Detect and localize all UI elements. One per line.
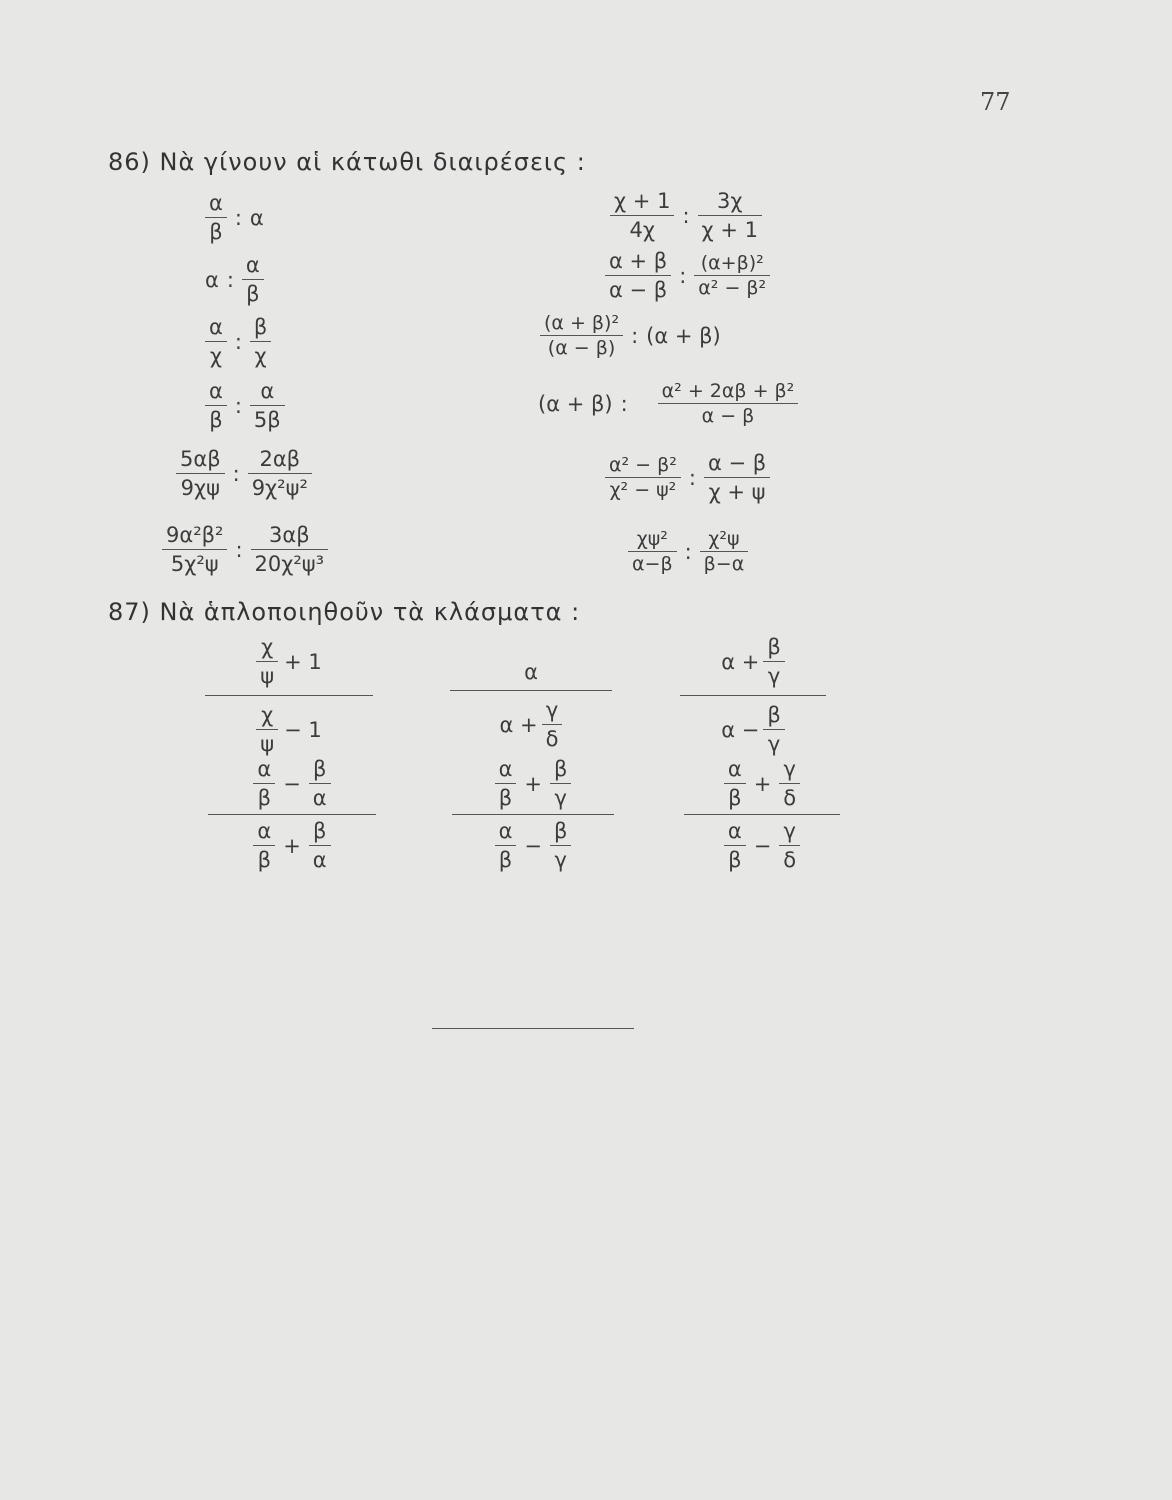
division-86-left-1 xyxy=(205,190,264,245)
division-86-right-2 xyxy=(605,248,770,303)
operator: + xyxy=(753,771,772,796)
fraction: 9α²β² 5χ²ψ xyxy=(162,522,227,577)
division-sign: : xyxy=(234,329,242,354)
term: + 1 xyxy=(284,649,322,674)
exercise-86-heading: 86) Νὰ γίνουν αἱ κάτωθι διαιρέσεις : xyxy=(108,148,586,176)
fraction: α β xyxy=(253,756,275,811)
fraction: α β xyxy=(495,756,517,811)
divisor: (α + β) xyxy=(646,323,721,348)
division-sign: : xyxy=(620,391,628,416)
fraction: α β xyxy=(253,818,275,873)
division-sign: : xyxy=(234,393,242,418)
fraction: β γ xyxy=(763,702,784,757)
fraction: α β xyxy=(724,818,746,873)
compound-fraction-5 xyxy=(452,756,614,873)
division-86-left-3 xyxy=(205,314,271,369)
fraction: γ δ xyxy=(542,697,563,752)
division-86-left-2 xyxy=(205,252,264,307)
division-sign: : xyxy=(688,465,696,490)
term: α − xyxy=(721,717,760,742)
division-86-right-6 xyxy=(628,528,748,575)
fraction: β γ xyxy=(763,634,784,689)
section-end-rule xyxy=(432,1028,634,1029)
division-86-right-4 xyxy=(538,380,798,427)
division-86-left-6 xyxy=(162,522,328,577)
compound-fraction-3 xyxy=(680,634,826,757)
dividend: α xyxy=(205,267,219,292)
fraction: 3αβ 20χ²ψ³ xyxy=(251,522,329,577)
operator: − xyxy=(753,833,772,858)
division-sign: : xyxy=(682,203,690,228)
division-86-right-3 xyxy=(540,312,721,359)
fraction: α β xyxy=(724,756,746,811)
fraction: β α xyxy=(309,818,331,873)
division-86-right-5 xyxy=(605,450,770,505)
operator: + xyxy=(524,771,543,796)
fraction: α β xyxy=(495,818,517,873)
fraction: α χ xyxy=(205,314,227,369)
fraction: α β xyxy=(242,252,264,307)
fraction: χ ψ xyxy=(256,702,278,757)
compound-fraction-6 xyxy=(684,756,840,873)
fraction: χ ψ xyxy=(256,634,278,689)
fraction: (α+β)² α² − β² xyxy=(694,252,770,299)
fraction: β α xyxy=(309,756,331,811)
fraction: α² − β² χ² − ψ² xyxy=(605,454,681,501)
page-number: 77 xyxy=(980,88,1011,116)
fraction: α β xyxy=(205,378,227,433)
term: α + xyxy=(499,712,538,737)
fraction: χψ² α−β xyxy=(628,528,677,575)
fraction: α β xyxy=(205,190,227,245)
fraction: γ δ xyxy=(779,818,800,873)
fraction: α − β χ + ψ xyxy=(704,450,770,505)
compound-fraction-4 xyxy=(208,756,376,873)
fraction: β χ xyxy=(250,314,271,369)
division-sign: : xyxy=(631,323,639,348)
division-86-left-5 xyxy=(176,446,312,501)
fraction: 5αβ 9χψ xyxy=(176,446,225,501)
fraction: α² + 2αβ + β² α − β xyxy=(658,380,799,427)
fraction: γ δ xyxy=(779,756,800,811)
divisor: α xyxy=(249,205,264,230)
compound-fraction-2 xyxy=(450,660,612,752)
operator: + xyxy=(283,833,301,858)
dividend: (α + β) xyxy=(538,391,613,416)
term: α xyxy=(524,660,538,684)
division-86-right-1 xyxy=(610,188,762,243)
fraction: α 5β xyxy=(250,378,285,433)
fraction: 3χ χ + 1 xyxy=(698,188,762,243)
division-sign: : xyxy=(679,263,687,288)
operator: − xyxy=(524,833,543,858)
fraction: (α + β)² (α − β) xyxy=(540,312,623,359)
division-sign: : xyxy=(234,205,242,230)
fraction: α + β α − β xyxy=(605,248,671,303)
division-sign: : xyxy=(232,461,240,486)
fraction: β γ xyxy=(550,818,571,873)
fraction: χ²ψ β−α xyxy=(700,528,749,575)
division-sign: : xyxy=(235,537,243,562)
fraction: χ + 1 4χ xyxy=(610,188,674,243)
term: − 1 xyxy=(284,717,322,742)
exercise-87-heading: 87) Νὰ ἁπλοποιηθοῦν τὰ κλάσματα : xyxy=(108,598,581,626)
term: α + xyxy=(721,649,760,674)
division-86-left-4 xyxy=(205,378,285,433)
division-sign: : xyxy=(226,267,234,292)
operator: − xyxy=(283,771,301,796)
compound-fraction-1 xyxy=(205,634,373,757)
fraction: 2αβ 9χ²ψ² xyxy=(248,446,312,501)
division-sign: : xyxy=(684,539,692,564)
fraction: β γ xyxy=(550,756,571,811)
